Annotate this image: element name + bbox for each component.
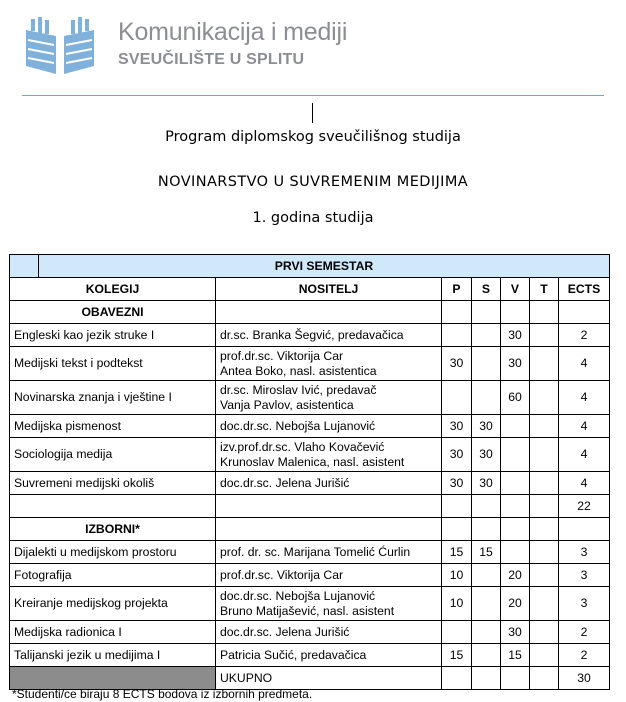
hours-ects: 4 bbox=[559, 381, 610, 415]
program-title: NOVINARSTVO U SUVREMENIM MEDIJIMA bbox=[157, 174, 469, 190]
empty-cell bbox=[442, 518, 472, 541]
hours-v bbox=[501, 541, 530, 564]
course-name: Sociologija medija bbox=[10, 438, 216, 472]
hours-t bbox=[530, 621, 559, 644]
table-row bbox=[10, 621, 610, 644]
hours-v: 60 bbox=[501, 381, 530, 415]
table-row bbox=[10, 324, 610, 347]
hours-p bbox=[442, 621, 472, 644]
table-row bbox=[10, 472, 610, 495]
column-header-p: P bbox=[442, 278, 472, 301]
table-row bbox=[10, 347, 610, 381]
hours-p: 30 bbox=[442, 472, 472, 495]
header-divider bbox=[22, 95, 604, 96]
holder-line: doc.dr.sc. Jelena Jurišić bbox=[220, 475, 350, 490]
empty-cell bbox=[10, 495, 216, 518]
hours-p bbox=[442, 324, 472, 347]
hours-t bbox=[530, 472, 559, 495]
hours-p: 30 bbox=[442, 415, 472, 438]
study-year: 1. godina studija bbox=[252, 210, 374, 226]
holder-line: dr.sc. Branka Šegvić, predavačica bbox=[220, 327, 404, 342]
hours-ects: 3 bbox=[559, 587, 610, 621]
course-name: Novinarska znanja i vještine I bbox=[10, 381, 216, 415]
column-header-t: T bbox=[530, 278, 559, 301]
semester-title: PRVI SEMESTAR bbox=[39, 255, 610, 278]
course-name: Engleski kao jezik struke I bbox=[10, 324, 216, 347]
curriculum-table bbox=[9, 254, 610, 690]
table-row bbox=[10, 564, 610, 587]
logo-subtitle: SVEUČILIŠTE U SPLITU bbox=[118, 51, 305, 68]
course-name: Dijalekti u medijskom prostoru bbox=[10, 541, 216, 564]
subtotal-ects: 22 bbox=[559, 495, 610, 518]
group-row bbox=[10, 301, 610, 324]
course-holder bbox=[216, 621, 442, 644]
column-header-course: KOLEGIJ bbox=[10, 278, 216, 301]
course-holder bbox=[216, 415, 442, 438]
course-holder bbox=[216, 541, 442, 564]
holder-line: doc.dr.sc. Jelena Jurišić bbox=[220, 624, 350, 639]
hours-ects: 4 bbox=[559, 347, 610, 381]
hours-v: 15 bbox=[501, 644, 530, 667]
hours-v: 30 bbox=[501, 347, 530, 381]
course-name: Medijska pismenost bbox=[10, 415, 216, 438]
hours-v bbox=[501, 415, 530, 438]
total-ects: 30 bbox=[559, 667, 610, 690]
holder-line: doc.dr.sc. Nebojša Lujanović bbox=[220, 418, 376, 433]
course-name: Suvremeni medijski okoliš bbox=[10, 472, 216, 495]
course-holder bbox=[216, 472, 442, 495]
hours-t bbox=[530, 347, 559, 381]
program-heading: Program diplomskog sveučilišnog studija bbox=[165, 129, 461, 145]
hours-v bbox=[501, 472, 530, 495]
empty-cell bbox=[472, 518, 501, 541]
hours-s: 30 bbox=[472, 415, 501, 438]
hours-p: 30 bbox=[442, 347, 472, 381]
empty-cell bbox=[472, 301, 501, 324]
hours-t bbox=[530, 564, 559, 587]
course-name: Talijanski jezik u medijima I bbox=[10, 644, 216, 667]
hours-t bbox=[530, 415, 559, 438]
hours-v: 20 bbox=[501, 564, 530, 587]
hours-ects: 3 bbox=[559, 541, 610, 564]
table-row bbox=[10, 587, 610, 621]
empty-cell bbox=[472, 667, 501, 690]
holder-line: Vanja Pavlov, asistentica bbox=[220, 397, 354, 412]
hours-p: 10 bbox=[442, 587, 472, 621]
empty-cell bbox=[530, 301, 559, 324]
holder-line: Patricia Sučić, predavačica bbox=[220, 647, 367, 662]
empty-cell bbox=[442, 301, 472, 324]
empty-cell bbox=[501, 495, 530, 518]
logo-title: Komunikacija i mediji bbox=[118, 18, 348, 46]
empty-cell bbox=[559, 301, 610, 324]
hours-s bbox=[472, 644, 501, 667]
empty-cell bbox=[530, 495, 559, 518]
hours-p: 30 bbox=[442, 438, 472, 472]
group-label: OBAVEZNI bbox=[10, 301, 216, 324]
hours-ects: 2 bbox=[559, 324, 610, 347]
holder-line: prof.dr.sc. Viktorija Car bbox=[220, 348, 344, 363]
group-row bbox=[10, 518, 610, 541]
hours-ects: 2 bbox=[559, 644, 610, 667]
hours-t bbox=[530, 644, 559, 667]
hours-v: 30 bbox=[501, 621, 530, 644]
course-holder bbox=[216, 587, 442, 621]
hours-s bbox=[472, 324, 501, 347]
course-holder bbox=[216, 381, 442, 415]
footnote: *Studenti/ce biraju 8 ECTS bodova iz izbornih predmeta. bbox=[12, 687, 313, 701]
table-row bbox=[10, 438, 610, 472]
hours-s bbox=[472, 381, 501, 415]
hours-s bbox=[472, 587, 501, 621]
hours-t bbox=[530, 324, 559, 347]
hours-p: 10 bbox=[442, 564, 472, 587]
group-label: IZBORNI* bbox=[10, 518, 216, 541]
empty-cell bbox=[501, 518, 530, 541]
empty-cell bbox=[442, 667, 472, 690]
hours-s bbox=[472, 347, 501, 381]
hours-p bbox=[442, 381, 472, 415]
hours-v bbox=[501, 438, 530, 472]
holder-line: dr.sc. Miroslav Ivić, predavač bbox=[220, 382, 377, 397]
holder-line: Bruno Matijašević, nasl. asistent bbox=[220, 603, 395, 618]
empty-cell bbox=[559, 518, 610, 541]
course-name: Kreiranje medijskog projekta bbox=[10, 587, 216, 621]
hours-ects: 3 bbox=[559, 564, 610, 587]
table-row bbox=[10, 541, 610, 564]
hours-s: 30 bbox=[472, 438, 501, 472]
column-header-ects: ECTS bbox=[559, 278, 610, 301]
holder-line: Antea Boko, nasl. asistentica bbox=[220, 363, 377, 378]
empty-cell bbox=[530, 518, 559, 541]
empty-cell bbox=[442, 495, 472, 518]
hours-p: 15 bbox=[442, 541, 472, 564]
holder-line: izv.prof.dr.sc. Vlaho Kovačević bbox=[220, 439, 385, 454]
hours-p: 15 bbox=[442, 644, 472, 667]
hours-t bbox=[530, 381, 559, 415]
hours-s bbox=[472, 621, 501, 644]
holder-line: Krunoslav Malenica, nasl. asistent bbox=[220, 454, 405, 469]
hours-ects: 4 bbox=[559, 438, 610, 472]
holder-line: prof.dr.sc. Viktorija Car bbox=[220, 567, 344, 582]
empty-cell bbox=[216, 301, 442, 324]
course-name: Fotografija bbox=[10, 564, 216, 587]
hours-ects: 2 bbox=[559, 621, 610, 644]
hours-s bbox=[472, 564, 501, 587]
course-holder bbox=[216, 324, 442, 347]
course-name: Medijski tekst i podtekst bbox=[10, 347, 216, 381]
semester-spacer bbox=[10, 255, 39, 278]
empty-cell bbox=[501, 301, 530, 324]
course-holder bbox=[216, 347, 442, 381]
table-row bbox=[10, 381, 610, 415]
hours-v: 20 bbox=[501, 587, 530, 621]
empty-cell bbox=[530, 667, 559, 690]
course-holder bbox=[216, 438, 442, 472]
hours-t bbox=[530, 541, 559, 564]
table-row bbox=[10, 644, 610, 667]
logo bbox=[22, 14, 382, 76]
subtotal-row bbox=[10, 495, 610, 518]
hours-t bbox=[530, 587, 559, 621]
hours-s: 15 bbox=[472, 541, 501, 564]
empty-cell bbox=[501, 667, 530, 690]
column-header-v: V bbox=[501, 278, 530, 301]
course-holder bbox=[216, 644, 442, 667]
open-book-logo-icon bbox=[22, 16, 98, 76]
text-cursor bbox=[312, 103, 313, 123]
hours-ects: 4 bbox=[559, 415, 610, 438]
hours-v: 30 bbox=[501, 324, 530, 347]
hours-ects: 4 bbox=[559, 472, 610, 495]
column-header-s: S bbox=[472, 278, 501, 301]
total-label: UKUPNO bbox=[216, 667, 442, 690]
holder-line: prof. dr. sc. Marijana Tomelić Ćurlin bbox=[220, 544, 411, 559]
holder-line: doc.dr.sc. Nebojša Lujanović bbox=[220, 588, 376, 603]
empty-cell bbox=[472, 495, 501, 518]
hours-t bbox=[530, 438, 559, 472]
empty-cell bbox=[216, 495, 442, 518]
course-name: Medijska radionica I bbox=[10, 621, 216, 644]
course-holder bbox=[216, 564, 442, 587]
empty-cell bbox=[216, 518, 442, 541]
hours-s: 30 bbox=[472, 472, 501, 495]
table-row bbox=[10, 415, 610, 438]
column-header-holder: NOSITELJ bbox=[216, 278, 442, 301]
